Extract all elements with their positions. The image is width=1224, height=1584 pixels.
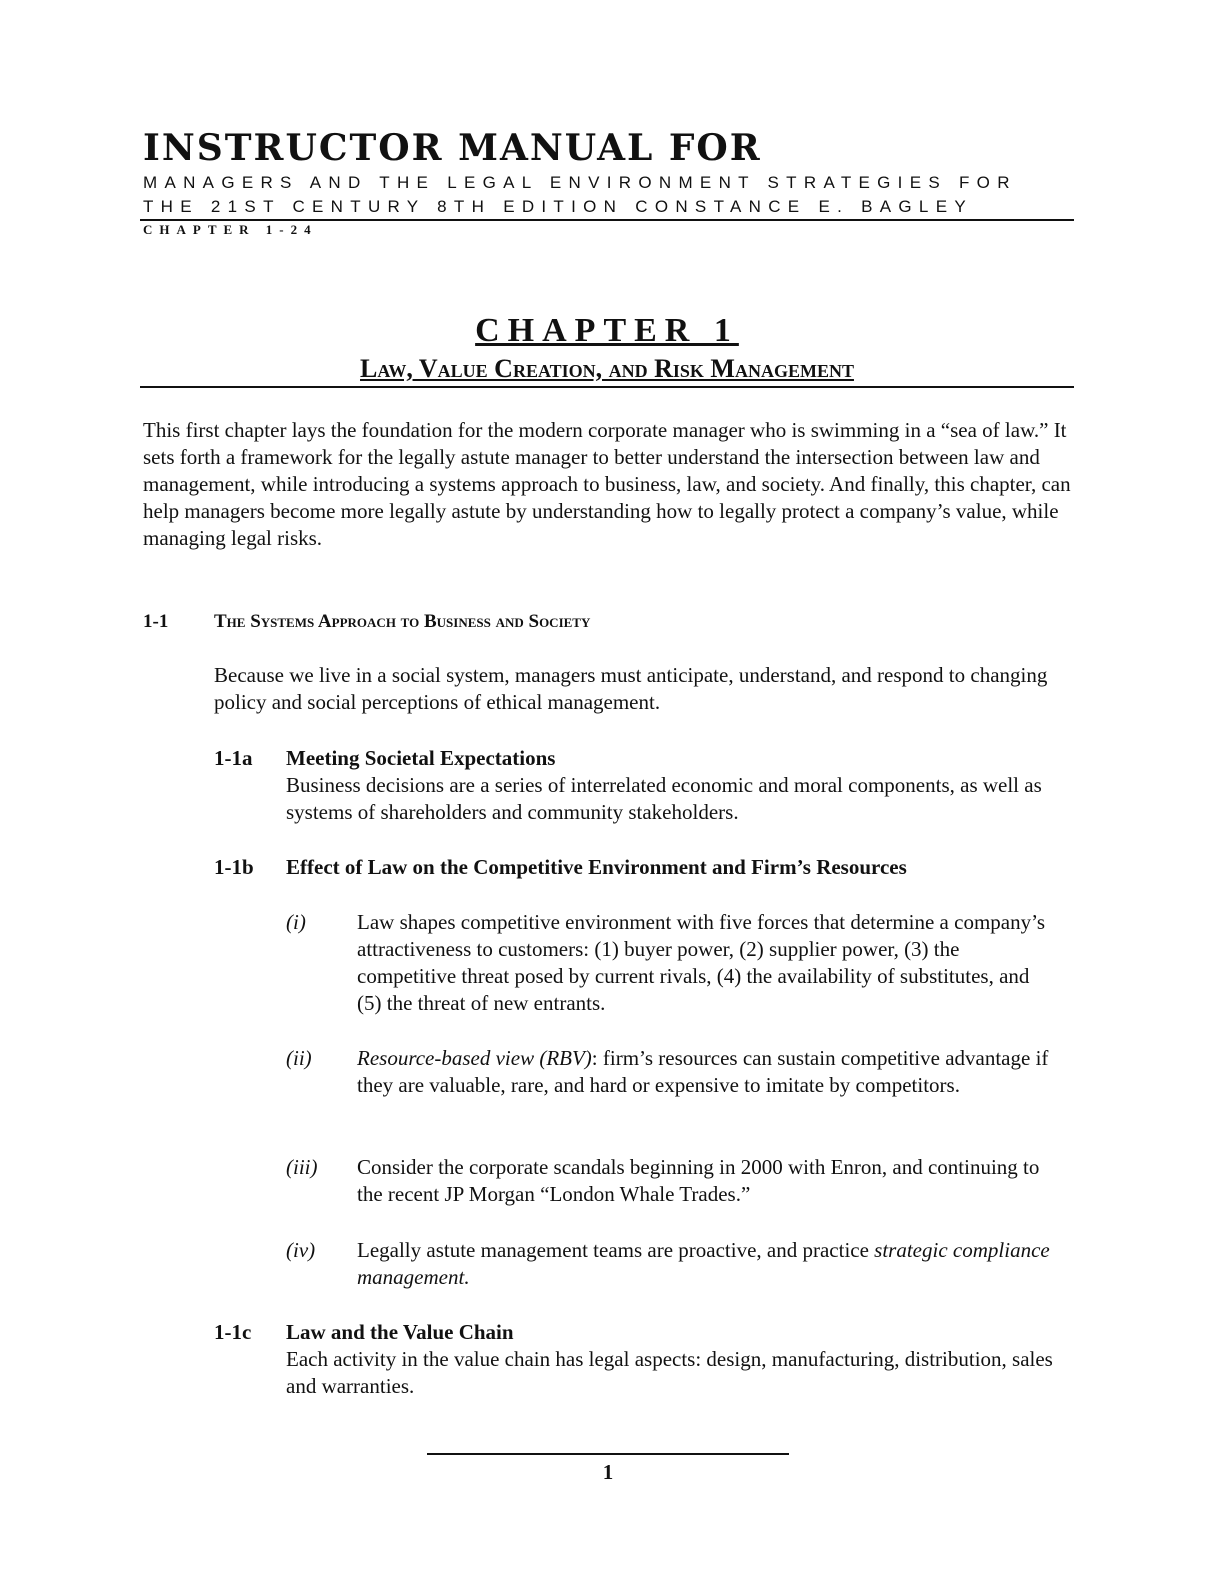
subsection-c-heading: Law and the Value Chain: [286, 1320, 514, 1344]
subsection-a-number: 1-1a: [214, 746, 253, 770]
manual-banner-title: INSTRUCTOR MANUAL FOR: [143, 127, 762, 169]
subsection-c-number: 1-1c: [214, 1320, 252, 1344]
footer-divider: [427, 1453, 789, 1455]
item-i-label: (i): [286, 910, 306, 934]
subsection-a-heading: Meeting Societal Expectations: [286, 746, 556, 770]
item-iv-text: [357, 1237, 1057, 1291]
chapter-divider: [140, 386, 1074, 388]
chapter-range: CHAPTER 1-24: [143, 222, 318, 237]
item-iv-label: (iv): [286, 1238, 316, 1262]
section-title: The Systems Approach to Business and Society: [214, 611, 591, 632]
item-ii-definition: : firm’s resources can sustain competitive advantage if they are valuable, rare, and hard or expensive to imitate by competitors.: [357, 1046, 1049, 1097]
item-iv-term: strategic compliance management: [357, 1238, 1050, 1289]
item-ii-term: Resource-based view (RBV): [357, 1046, 592, 1070]
page-number: 1: [602, 1460, 614, 1484]
book-title-line-1: MANAGERS AND THE LEGAL ENVIRONMENT STRATEGIES FOR: [143, 173, 1017, 192]
chapter-title: CHAPTER 1: [475, 312, 739, 349]
subsection-b-number: 1-1b: [214, 855, 254, 879]
section-number: 1-1: [143, 611, 169, 632]
item-i-text: Law shapes competitive environment with five forces that determine a company’s attractiveness to customers: (1) buyer power, (2) supplier power, (3) the competitive threat posed by current rivals, (4) the availability of substitutes, and (5) the threat of new entrants.: [357, 910, 1046, 1015]
header-divider: [140, 219, 1074, 221]
section-body: Because we live in a social system, managers must anticipate, understand, and respond to changing policy and social perceptions of ethical management.: [214, 663, 1048, 714]
subsection-c-body: Each activity in the value chain has legal aspects: design, manufacturing, distribution, sales and warranties.: [286, 1347, 1053, 1398]
intro-paragraph: This first chapter lays the foundation for the modern corporate manager who is swimming in a “sea of law.” It sets forth a framework for the legally astute manager to better understand the intersection between law and management, while introducing a systems approach to business, law, and society. And finally, this chapter, can help managers become more legally astute by understanding how to legally protect a company’s value, while managing legal risks.: [143, 418, 1071, 550]
subsection-a-body: Business decisions are a series of interrelated economic and moral components, as well as systems of shareholders and community stakeholders.: [286, 773, 1042, 824]
item-ii-label: (ii): [286, 1046, 312, 1070]
chapter-subtitle: Law, Value Creation, and Risk Management: [360, 354, 854, 383]
item-iv-end: .: [464, 1265, 470, 1289]
item-iii-label: (iii): [286, 1155, 318, 1179]
book-title-line-2: THE 21ST CENTURY 8TH EDITION CONSTANCE E. BAGLEY: [143, 197, 973, 216]
subsection-b-heading: Effect of Law on the Competitive Environment and Firm’s Resources: [286, 855, 907, 879]
item-iii-text: Consider the corporate scandals beginning in 2000 with Enron, and continuing to the recent JP Morgan “London Whale Trades.”: [357, 1155, 1040, 1206]
item-ii-text: [357, 1045, 1057, 1099]
item-iv-lead: Legally astute management teams are proactive, and practice: [357, 1238, 875, 1262]
